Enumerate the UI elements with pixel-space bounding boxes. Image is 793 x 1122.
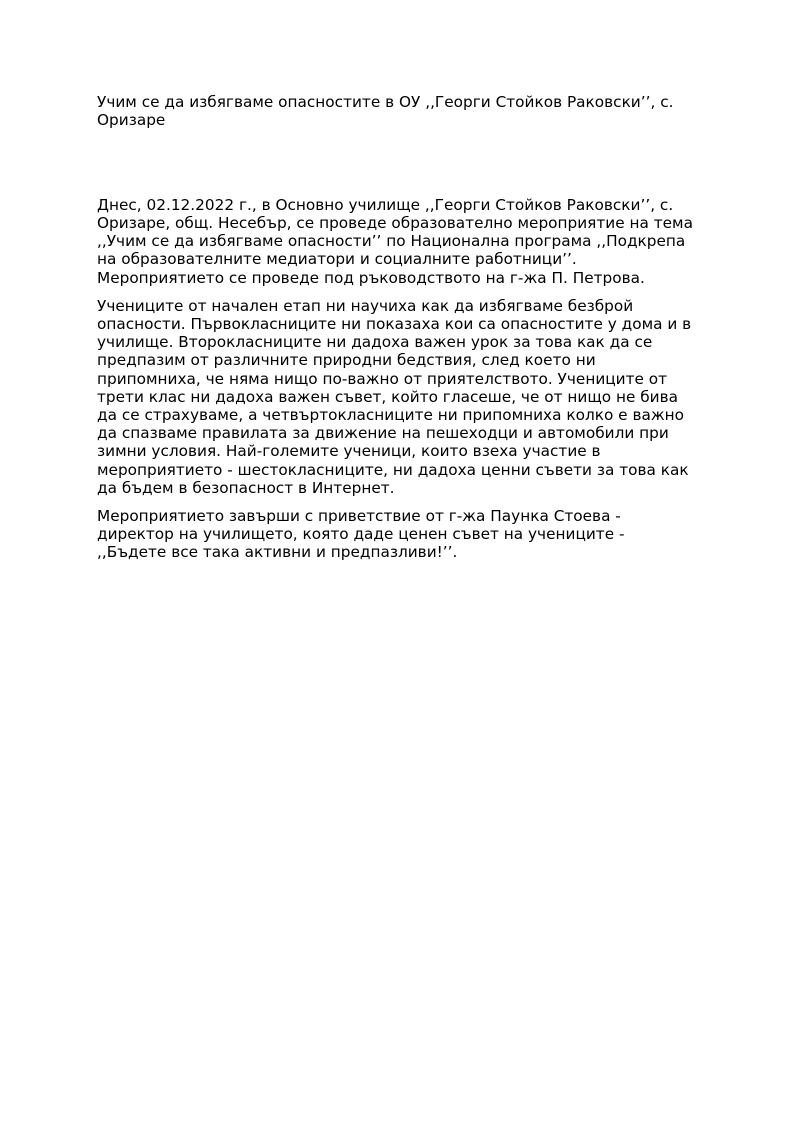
paragraph-students: Учениците от начален етап ни научиха как да избягваме безброй опасности. Първокласниците ни показаха кои са опасностите у дома и в училище. Второкласниците ни дадоха важен урок за това как да се предпазим от различните природни бедствия, след което ни припомниха, че няма нищо по-важно от приятелството. Учениците от трети клас ни дадоха важен съвет, който гласеше, че от нищо не бива да се страхуваме, а четвъртокласниците ни припомниха колко е важно да спазваме правилата за движение на пешеходци и автомобили при зимни условия. Най-големите ученици, които взеха участие в мероприятието - шестокласниците, ни дадоха ценни съвети за това как да бъдем в безопасност в Интернет. bbox=[97, 296, 692, 497]
paragraph-closing: Мероприятието завърши с приветствие от г-жа Паунка Стоева - директор на училището, която даде ценен съвет на учениците - ,,Бъдете все така активни и предпазливи!’’. bbox=[97, 507, 625, 562]
paragraph-intro: Днес, 02.12.2022 г., в Основно училище ,,Георги Стойков Раковски’’, с. Оризаре, общ. Несебър, се проведе образователно мероприятие на тема ,,Учим се да избягваме опасности’’ по Национална програма ,,Подкрепа на образователните медиатори и социалните работници’’. Мероприятието се проведе под ръководството на г-жа П. Петрова. bbox=[97, 195, 693, 287]
document-page bbox=[97, 93, 697, 572]
document-body bbox=[97, 196, 697, 562]
document-title: Учим се да избягваме опасностите в ОУ ,,Георги Стойков Раковски’’, с. Оризаре bbox=[97, 93, 674, 130]
